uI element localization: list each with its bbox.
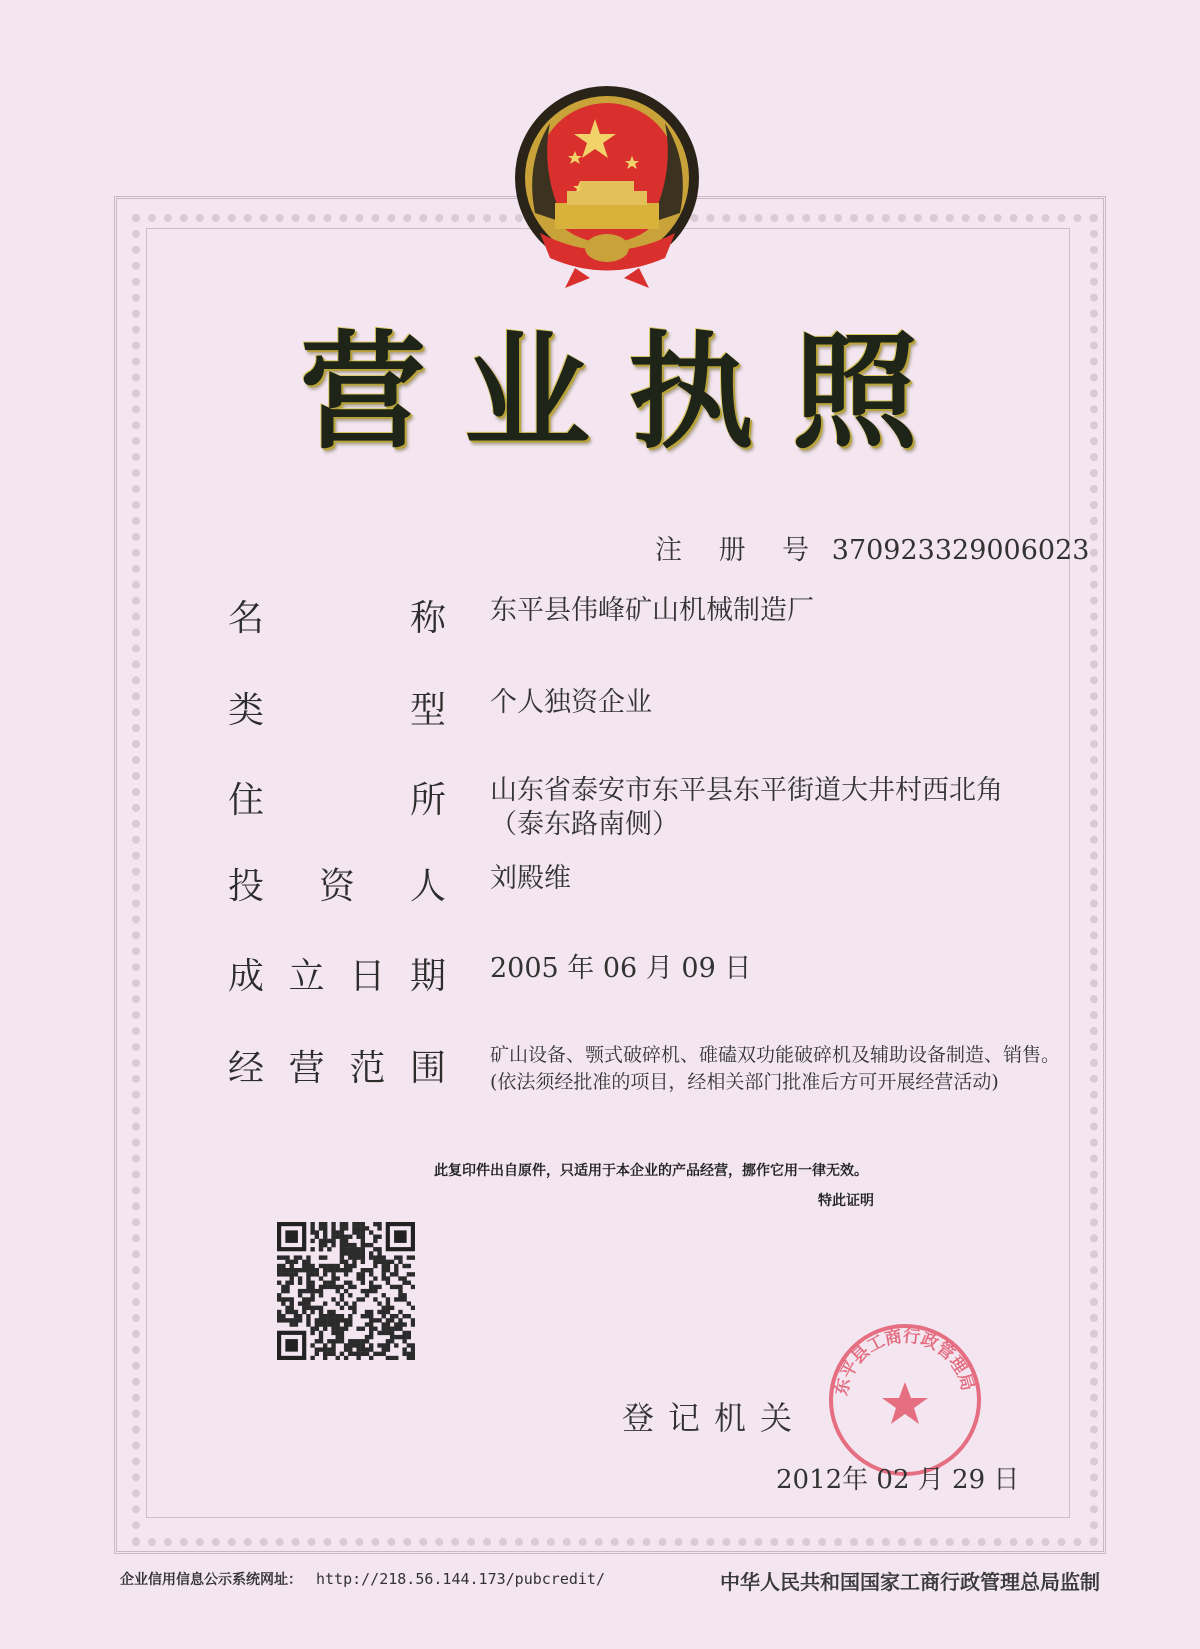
field-founded-date-label: 成 立 日 期 [228, 956, 446, 997]
qr-code-icon [277, 1222, 415, 1360]
seal-text: 东平县工商行政管理局 [831, 1326, 978, 1398]
registration-number-value: 370923329006023 [831, 535, 1090, 566]
official-seal-icon [825, 1320, 985, 1480]
field-business-scope-value: 矿山设备、颚式破碎机、碓磕双功能破碎机及辅助设备制造、销售。(依法须经批准的项目，经相关部门批准后方可开展经营活动) [490, 1044, 1061, 1093]
field-investor-value: 刘殿维 [490, 863, 571, 894]
issue-date: 2012年 02 月 29 日 [776, 1465, 1020, 1495]
registration-number-label: 注 册 号 [655, 535, 824, 566]
registration-number [655, 528, 1089, 567]
document-title: 营业执照 [300, 319, 956, 466]
footer-supervisor: 中华人民共和国国家工商行政管理总局监制 [720, 1570, 1100, 1594]
field-type-value: 个人独资企业 [490, 687, 652, 718]
registration-authority-label: 登记机关 [622, 1399, 807, 1437]
field-name-label: 名 称 [228, 598, 446, 639]
footer-system-url[interactable]: http://218.56.144.173/pubcredit/ [316, 1570, 605, 1588]
field-investor-label: 投 资 人 [228, 866, 446, 907]
copy-note: 此复印件出自原件，只适用于本企业的产品经营，挪作它用一律无效。 [434, 1163, 868, 1179]
national-emblem-icon [505, 83, 710, 293]
field-name-value: 东平县伟峰矿山机械制造厂 [490, 595, 814, 626]
field-address-label: 住 所 [228, 780, 446, 821]
field-founded-date-value: 2005 年 06 月 09 日 [490, 953, 752, 984]
field-business-scope-label: 经 营 范 围 [228, 1048, 446, 1089]
footer-system-label: 企业信用信息公示系统网址： [120, 1572, 302, 1588]
footer-system-info [120, 1569, 605, 1589]
certify-note: 特此证明 [818, 1193, 874, 1209]
field-type-label: 类 型 [228, 690, 446, 731]
field-address-value: 山东省泰安市东平县东平街道大井村西北角 （泰东路南侧） [490, 775, 1003, 840]
